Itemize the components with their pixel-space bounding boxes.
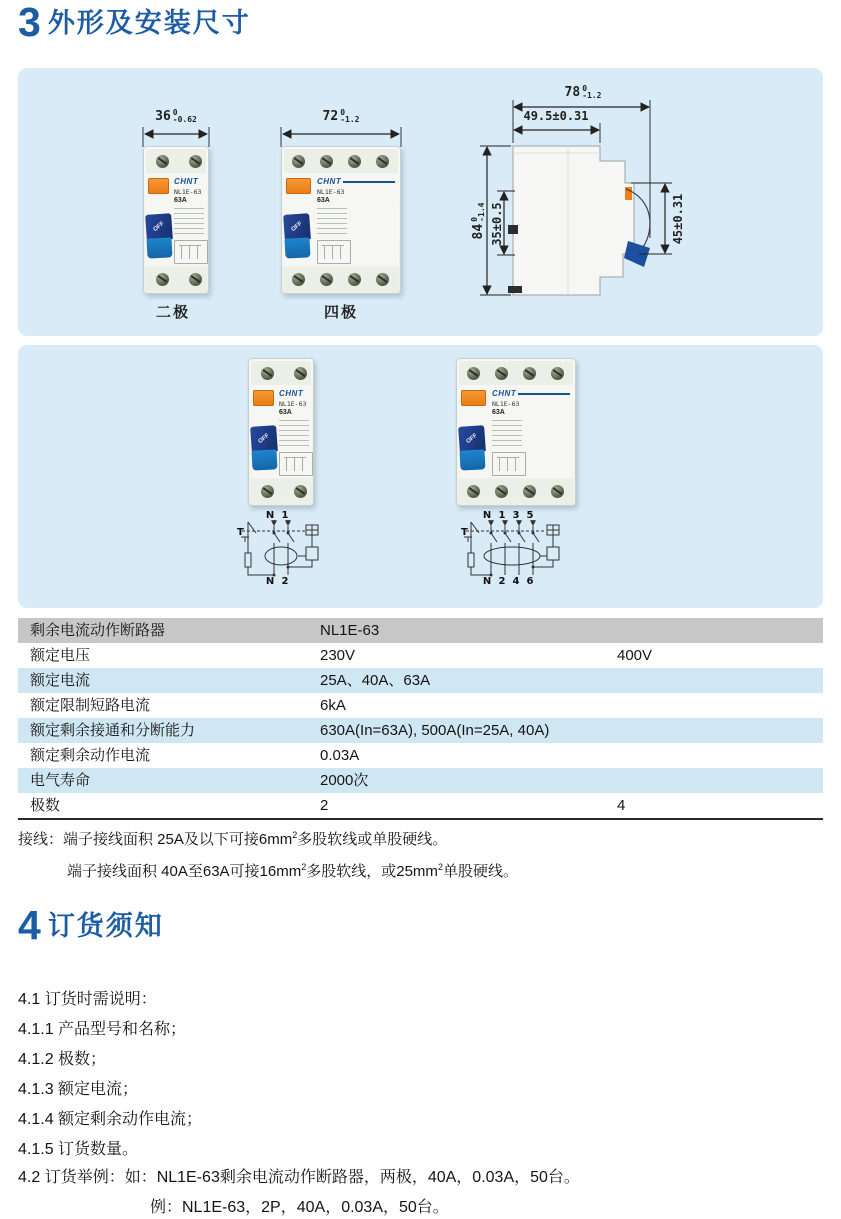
- section-3-heading: [18, 0, 251, 45]
- ordering-item: 4.1.2 极数；: [18, 1051, 107, 1068]
- wiring-panel: [18, 345, 823, 608]
- dim-value: 84: [470, 223, 486, 240]
- table-row: [18, 743, 823, 768]
- terminal-strip: [146, 149, 206, 173]
- screw-icon: [292, 155, 305, 168]
- dim-side-height: [470, 181, 486, 261]
- row-label: 极数: [30, 797, 61, 814]
- label-fine-print: [174, 208, 204, 238]
- table-row: [18, 618, 823, 643]
- breaker-4pole-photo: [456, 358, 576, 506]
- table-row: [18, 793, 823, 818]
- ordering-item: 4.1.4 额定剩余动作电流；: [18, 1111, 203, 1128]
- model-label: NL1E-63: [279, 400, 307, 408]
- wiring-label: 2: [281, 576, 289, 587]
- breaker-2pole-photo: [143, 146, 209, 294]
- dim-upper-tol: 0: [340, 108, 346, 117]
- breaker-2pole-photo: [248, 358, 314, 506]
- wiring-label: 1: [281, 510, 289, 521]
- screw-icon: [495, 367, 508, 380]
- test-button: [148, 178, 169, 194]
- wiring-diagram-2pole: [236, 509, 324, 585]
- wiring-label: 4: [512, 576, 520, 587]
- brand-logo: CHNT: [317, 177, 342, 186]
- row-value: 230V: [320, 647, 356, 664]
- row-value: [617, 768, 823, 793]
- screw-icon: [189, 273, 202, 286]
- terminal-strip: [284, 267, 398, 291]
- table-row: [18, 643, 823, 668]
- ordering-item: 4.1 订货时需说明：: [18, 991, 157, 1008]
- spec-table: [18, 618, 823, 820]
- dim-lower-tol: -1.2: [340, 115, 360, 124]
- dim-line-2pole: [140, 126, 212, 148]
- dim-upper-tol: 0: [172, 108, 178, 117]
- row-label: 电气寿命: [30, 772, 91, 789]
- row-label: 额定电压: [30, 647, 91, 664]
- screw-icon: [467, 485, 480, 498]
- pole-label-2p: 二极: [156, 304, 191, 321]
- screw-icon: [348, 155, 361, 168]
- screw-icon: [467, 367, 480, 380]
- rating-label: 63A: [317, 197, 330, 204]
- dim-upper-tol: 0: [582, 84, 588, 93]
- dim-front-height: [670, 179, 686, 259]
- row-value: 4: [617, 797, 626, 814]
- dim-value: 78: [564, 84, 581, 100]
- dim-value: 45±0.31: [671, 193, 685, 245]
- section-4-number: 4: [18, 902, 41, 948]
- rating-label: 63A: [174, 197, 187, 204]
- wiring-label: T: [461, 527, 468, 538]
- row-label: 额定限制短路电流: [30, 697, 151, 714]
- note-text: 多股软线，或25mm: [306, 863, 438, 880]
- terminal-strip: [284, 149, 398, 173]
- screw-icon: [294, 367, 307, 380]
- breaker-face: [458, 386, 574, 478]
- screw-icon: [292, 273, 305, 286]
- dim-lower-tol: -0.62: [172, 115, 197, 124]
- row-value: [617, 743, 823, 768]
- row-value: 2000次: [320, 772, 369, 789]
- ordering-example: 例：NL1E-63，2P，40A，0.03A，50台。: [150, 1199, 449, 1216]
- row-value: 0.03A: [320, 747, 360, 764]
- wiring-label: 3: [512, 510, 520, 521]
- mini-wiring-print: [279, 452, 313, 476]
- wiring-note-1: [18, 828, 447, 849]
- wiring-label: 5: [526, 510, 534, 521]
- screw-icon: [320, 273, 333, 286]
- screw-icon: [551, 367, 564, 380]
- section-4-title: 订货须知: [47, 910, 164, 941]
- wiring-label: N: [265, 510, 275, 521]
- note-text: 多股软线或单股硬线。: [297, 831, 448, 848]
- toggle-off-label: OFF: [257, 432, 271, 446]
- breaker-face: [283, 174, 399, 266]
- terminal-strip: [459, 361, 573, 385]
- row-value: 400V: [617, 647, 653, 664]
- toggle-handle: [250, 426, 278, 472]
- row-value: NL1E-63: [320, 622, 380, 639]
- model-label: NL1E-63: [492, 400, 520, 408]
- row-value: 6kA: [320, 697, 346, 714]
- terminal-strip: [251, 479, 311, 503]
- dim-2pole-width: [136, 108, 216, 124]
- terminal-strip: [146, 267, 206, 291]
- mini-wiring-print: [174, 240, 208, 264]
- screw-icon: [376, 155, 389, 168]
- terminal-strip: [459, 479, 573, 503]
- breaker-face: [250, 386, 312, 478]
- note-text: 单股硬线。: [442, 863, 518, 880]
- dim-side-width: [533, 84, 633, 100]
- screw-icon: [495, 485, 508, 498]
- dim-value: 49.5±0.31: [523, 109, 589, 123]
- mini-wiring-print: [317, 240, 351, 264]
- screw-icon: [551, 485, 564, 498]
- dim-lower-tol: -1.2: [582, 91, 602, 100]
- row-label: 额定电流: [30, 672, 91, 689]
- brand-underline: [343, 181, 395, 183]
- brand-underline: [518, 393, 570, 395]
- toggle-handle: [145, 214, 173, 260]
- dim-4pole-width: [276, 108, 406, 124]
- section-3-number: 3: [18, 0, 41, 45]
- row-value: 25A、40A、63A: [320, 672, 431, 689]
- rating-label: 63A: [279, 409, 292, 416]
- test-button: [253, 390, 274, 406]
- toggle-off-label: OFF: [290, 220, 304, 234]
- superscript: 2: [292, 830, 298, 840]
- dim-value: 35±0.5: [490, 202, 504, 246]
- screw-icon: [376, 273, 389, 286]
- ordering-item: 4.1.5 订货数量。: [18, 1141, 139, 1158]
- wiring-label: 1: [498, 510, 506, 521]
- superscript: 2: [437, 862, 443, 872]
- screw-icon: [261, 485, 274, 498]
- screw-icon: [523, 367, 536, 380]
- dim-line-4pole: [278, 126, 404, 148]
- screw-icon: [523, 485, 536, 498]
- mini-wiring-print: [492, 452, 526, 476]
- row-value: 2: [320, 797, 329, 814]
- dim-upper-tol: 0: [470, 216, 479, 222]
- toggle-off-label: OFF: [465, 432, 479, 446]
- model-label: NL1E-63: [174, 188, 202, 196]
- dimensions-panel: [18, 68, 823, 336]
- dim-value: 72: [322, 108, 339, 124]
- dim-rail-height: [489, 186, 505, 262]
- screw-icon: [294, 485, 307, 498]
- wiring-label: N: [482, 576, 492, 587]
- wiring-label: N: [265, 576, 275, 587]
- section-4-heading: [18, 902, 164, 948]
- table-row: [18, 718, 823, 743]
- terminal-strip: [251, 361, 311, 385]
- wiring-label: 6: [526, 576, 534, 587]
- screw-icon: [261, 367, 274, 380]
- brand-logo: CHNT: [174, 177, 199, 186]
- row-value: 630A(In=63A), 500A(In=25A, 40A): [320, 722, 550, 739]
- section-3-title: 外形及安装尺寸: [47, 7, 251, 38]
- table-row: [18, 693, 823, 718]
- test-button: [461, 390, 486, 406]
- brand-logo: CHNT: [279, 389, 304, 398]
- note-text: 端子接线面积 40A至63A可接16mm: [67, 863, 302, 880]
- row-value: [617, 718, 823, 743]
- toggle-handle: [458, 426, 486, 472]
- table-row: [18, 668, 823, 693]
- row-value: [617, 618, 823, 643]
- dim-lower-tol: -1.4: [477, 202, 486, 222]
- wiring-note-2: [67, 860, 518, 881]
- dim-value: 36: [155, 108, 171, 124]
- toggle-off-label: OFF: [152, 220, 166, 234]
- label-fine-print: [279, 420, 309, 450]
- screw-icon: [156, 155, 169, 168]
- ordering-item: 4.1.1 产品型号和名称；: [18, 1021, 187, 1038]
- wiring-diagram-4pole: [461, 509, 565, 585]
- test-button: [286, 178, 311, 194]
- superscript: 2: [301, 862, 307, 872]
- breaker-face: [145, 174, 207, 266]
- table-row: [18, 768, 823, 793]
- screw-icon: [189, 155, 202, 168]
- screw-icon: [156, 273, 169, 286]
- model-label: NL1E-63: [317, 188, 345, 196]
- note-text: 接线：端子接线面积 25A及以下可接6mm: [18, 831, 293, 848]
- brand-logo: CHNT: [492, 389, 517, 398]
- toggle-handle: [283, 214, 311, 260]
- breaker-4pole-photo: [281, 146, 401, 294]
- row-label: 额定剩余接通和分断能力: [30, 722, 196, 739]
- screw-icon: [320, 155, 333, 168]
- row-label: 额定剩余动作电流: [30, 747, 151, 764]
- ordering-item: 4.2 订货举例：如：NL1E-63剩余电流动作断路器，两极，40A，0.03A，50台。: [18, 1169, 580, 1186]
- label-fine-print: [317, 208, 347, 238]
- wiring-label: T: [237, 527, 244, 538]
- row-label: 剩余电流动作断路器: [30, 622, 166, 639]
- label-fine-print: [492, 420, 522, 450]
- row-value: [617, 668, 823, 693]
- wiring-label: 2: [498, 576, 506, 587]
- ordering-item: 4.1.3 额定电流；: [18, 1081, 139, 1098]
- dim-rail-depth: [511, 108, 601, 124]
- wiring-label: N: [482, 510, 492, 521]
- pole-label-4p: 四极: [324, 304, 359, 321]
- rating-label: 63A: [492, 409, 505, 416]
- screw-icon: [348, 273, 361, 286]
- row-value: [617, 693, 823, 718]
